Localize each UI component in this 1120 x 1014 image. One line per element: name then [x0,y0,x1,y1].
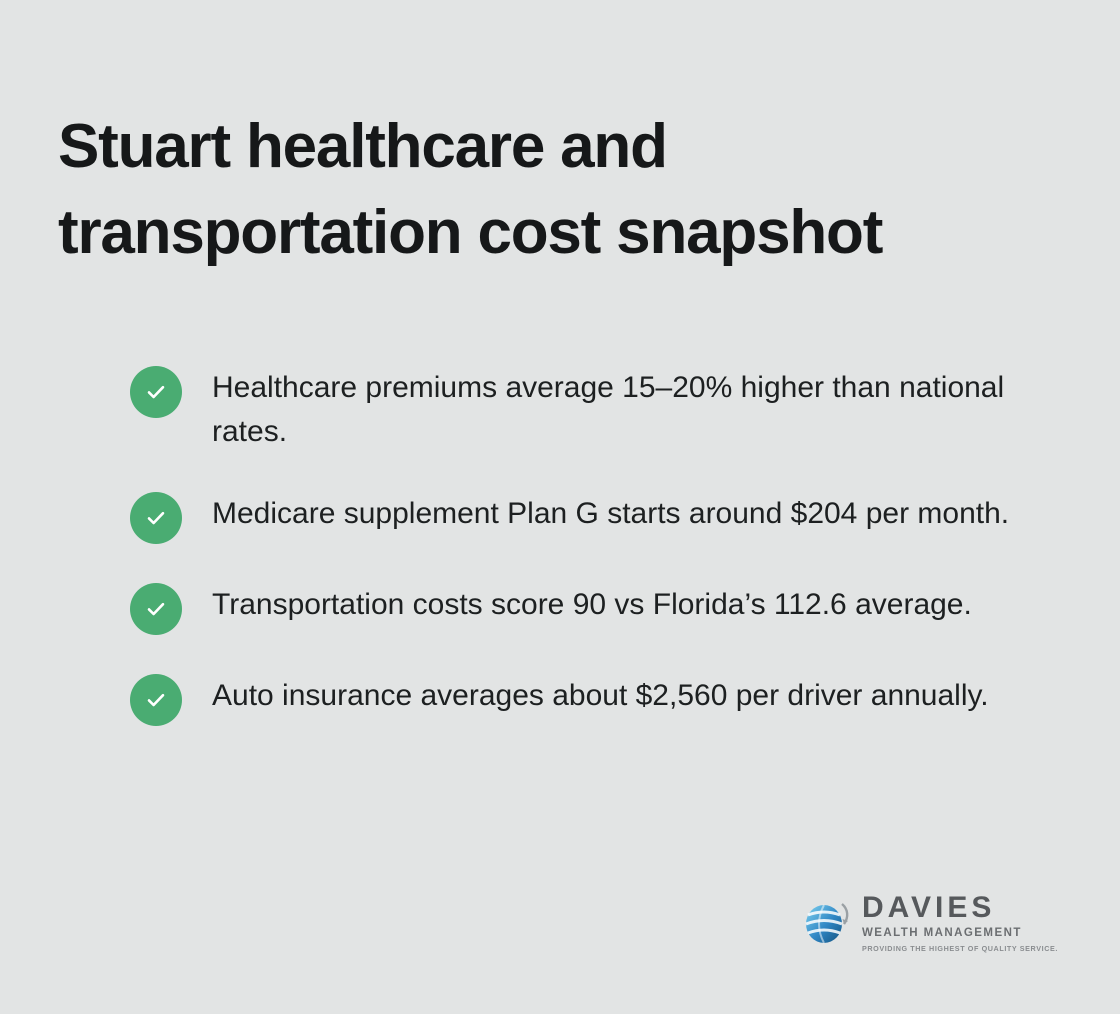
list-item-label: Transportation costs score 90 vs Florida’s 112.6 average. [212,588,972,621]
list-item [130,670,1070,726]
logo-name: DAVIES [861,891,996,925]
page-title: Stuart healthcare and transportation cost snapshot [58,112,883,267]
list-item-label: Healthcare premiums average 15–20% higher than national rates. [212,371,1005,448]
check-icon [130,583,182,635]
list-item [130,579,1070,635]
list-item-label: Medicare supplement Plan G starts around $204 per month. [212,497,1010,530]
logo-tagline: PROVIDING THE HIGHEST OF QUALITY SERVICE. [861,943,1058,953]
bullet-list [130,362,1070,761]
check-icon [130,366,182,418]
list-item [130,488,1070,544]
check-icon [130,674,182,726]
check-icon [130,492,182,544]
list-item-label: Auto insurance averages about $2,560 per driver annually. [212,679,989,712]
globe-icon [798,895,854,951]
brand-logo [798,893,1058,952]
list-item [130,362,1070,453]
logo-wordmark [862,893,1058,952]
logo-subtitle: WEALTH MANAGEMENT [861,927,1022,940]
